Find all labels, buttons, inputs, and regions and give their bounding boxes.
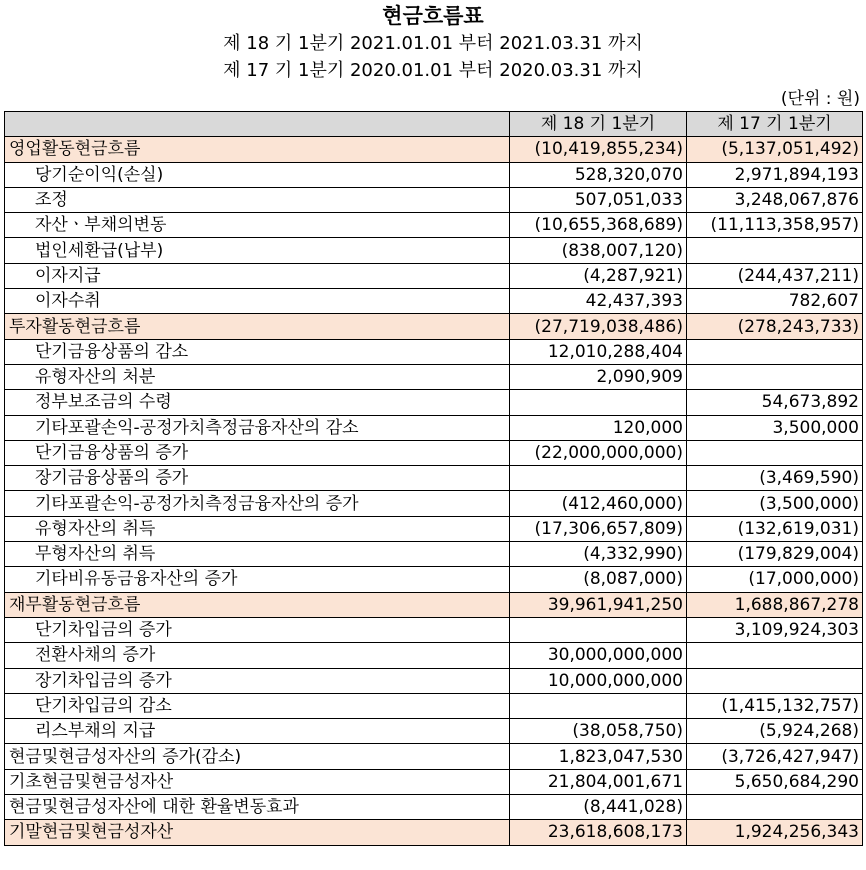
table-header-row <box>5 112 863 137</box>
prior-value: 3,248,067,876 <box>687 187 863 212</box>
statement-title: 현금흐름표 <box>382 4 484 28</box>
current-value: 42,437,393 <box>510 289 687 314</box>
current-value: (22,000,000,000) <box>510 440 687 465</box>
row-label: 단기차입금의 증가 <box>5 617 510 642</box>
current-value: (8,087,000) <box>510 567 687 592</box>
prior-value: (3,469,590) <box>687 466 863 491</box>
row-label: 기말현금및현금성자산 <box>5 820 510 845</box>
current-value: (38,058,750) <box>510 719 687 744</box>
table-row <box>5 339 863 364</box>
prior-value: 782,607 <box>687 289 863 314</box>
prior-value: (17,000,000) <box>687 567 863 592</box>
prior-value: (132,619,031) <box>687 516 863 541</box>
row-label: 전환사채의 증가 <box>5 643 510 668</box>
table-row <box>5 592 863 617</box>
row-label: 단기차입금의 감소 <box>5 693 510 718</box>
row-label: 장기금융상품의 증가 <box>5 466 510 491</box>
prior-value <box>687 795 863 820</box>
current-value: 10,000,000,000 <box>510 668 687 693</box>
table-row <box>5 289 863 314</box>
table-row <box>5 491 863 516</box>
header-current-period: 제 18 기 1분기 <box>510 112 687 137</box>
current-value: (27,719,038,486) <box>510 314 687 339</box>
current-value: 1,823,047,530 <box>510 744 687 769</box>
table-row <box>5 162 863 187</box>
cash-flow-table <box>4 111 863 846</box>
table-row <box>5 617 863 642</box>
unit-label: (단위 : 원) <box>780 89 860 109</box>
prior-value: (278,243,733) <box>687 314 863 339</box>
row-label: 유형자산의 취득 <box>5 516 510 541</box>
current-value: 12,010,288,404 <box>510 339 687 364</box>
prior-value: (1,415,132,757) <box>687 693 863 718</box>
current-value: 30,000,000,000 <box>510 643 687 668</box>
period-prior: 제 17 기 1분기 2020.01.01 부터 2020.03.31 까지 <box>223 60 643 81</box>
current-value: 120,000 <box>510 415 687 440</box>
prior-value: 54,673,892 <box>687 390 863 415</box>
prior-value <box>687 238 863 263</box>
prior-value: (244,437,211) <box>687 263 863 288</box>
prior-value: 3,500,000 <box>687 415 863 440</box>
row-label: 이자수취 <box>5 289 510 314</box>
prior-value: (5,924,268) <box>687 719 863 744</box>
table-row <box>5 643 863 668</box>
row-label: 조정 <box>5 187 510 212</box>
current-value <box>510 466 687 491</box>
current-value: 39,961,941,250 <box>510 592 687 617</box>
prior-value: 3,109,924,303 <box>687 617 863 642</box>
current-value <box>510 390 687 415</box>
table-row <box>5 820 863 845</box>
table-row <box>5 795 863 820</box>
row-label: 영업활동현금흐름 <box>5 137 510 162</box>
row-label: 당기순이익(손실) <box>5 162 510 187</box>
prior-value <box>687 668 863 693</box>
table-row <box>5 390 863 415</box>
current-value: 528,320,070 <box>510 162 687 187</box>
row-label: 자산ㆍ부채의변동 <box>5 213 510 238</box>
table-row <box>5 213 863 238</box>
prior-value <box>687 339 863 364</box>
table-row <box>5 415 863 440</box>
prior-value: (5,137,051,492) <box>687 137 863 162</box>
current-value: (17,306,657,809) <box>510 516 687 541</box>
row-label: 단기금융상품의 증가 <box>5 440 510 465</box>
table-row <box>5 693 863 718</box>
current-value: 23,618,608,173 <box>510 820 687 845</box>
row-label: 기타포괄손익-공정가치측정금융자산의 증가 <box>5 491 510 516</box>
table-row <box>5 516 863 541</box>
prior-value: 5,650,684,290 <box>687 769 863 794</box>
table-row <box>5 440 863 465</box>
row-label: 현금및현금성자산에 대한 환율변동효과 <box>5 795 510 820</box>
row-label: 투자활동현금흐름 <box>5 314 510 339</box>
row-label: 정부보조금의 수령 <box>5 390 510 415</box>
table-row <box>5 744 863 769</box>
table-row <box>5 466 863 491</box>
row-label: 재무활동현금흐름 <box>5 592 510 617</box>
current-value: (838,007,120) <box>510 238 687 263</box>
prior-value: (3,726,427,947) <box>687 744 863 769</box>
current-value: 2,090,909 <box>510 364 687 389</box>
row-label: 리스부채의 지급 <box>5 719 510 744</box>
prior-value <box>687 440 863 465</box>
current-value: (10,419,855,234) <box>510 137 687 162</box>
row-label: 장기차입금의 증가 <box>5 668 510 693</box>
prior-value: 1,688,867,278 <box>687 592 863 617</box>
row-label: 현금및현금성자산의 증가(감소) <box>5 744 510 769</box>
current-value: (10,655,368,689) <box>510 213 687 238</box>
prior-value: (11,113,358,957) <box>687 213 863 238</box>
table-row <box>5 567 863 592</box>
table-row <box>5 238 863 263</box>
prior-value: (179,829,004) <box>687 542 863 567</box>
current-value <box>510 693 687 718</box>
table-row <box>5 668 863 693</box>
current-value: 21,804,001,671 <box>510 769 687 794</box>
row-label: 유형자산의 처분 <box>5 364 510 389</box>
prior-value <box>687 364 863 389</box>
period-current: 제 18 기 1분기 2021.01.01 부터 2021.03.31 까지 <box>223 33 643 54</box>
prior-value: 1,924,256,343 <box>687 820 863 845</box>
table-row <box>5 314 863 339</box>
current-value: (8,441,028) <box>510 795 687 820</box>
table-row <box>5 769 863 794</box>
table-row <box>5 263 863 288</box>
table-row <box>5 719 863 744</box>
current-value: (412,460,000) <box>510 491 687 516</box>
row-label: 단기금융상품의 감소 <box>5 339 510 364</box>
prior-value: (3,500,000) <box>687 491 863 516</box>
header-prior-period: 제 17 기 1분기 <box>687 112 863 137</box>
current-value: (4,332,990) <box>510 542 687 567</box>
table-row <box>5 137 863 162</box>
row-label: 기초현금및현금성자산 <box>5 769 510 794</box>
row-label: 무형자산의 취득 <box>5 542 510 567</box>
current-value: (4,287,921) <box>510 263 687 288</box>
current-value <box>510 617 687 642</box>
header-item <box>5 112 510 137</box>
row-label: 법인세환급(납부) <box>5 238 510 263</box>
row-label: 이자지급 <box>5 263 510 288</box>
table-row <box>5 364 863 389</box>
table-row <box>5 542 863 567</box>
row-label: 기타포괄손익-공정가치측정금융자산의 감소 <box>5 415 510 440</box>
row-label: 기타비유동금융자산의 증가 <box>5 567 510 592</box>
table-row <box>5 187 863 212</box>
prior-value: 2,971,894,193 <box>687 162 863 187</box>
prior-value <box>687 643 863 668</box>
current-value: 507,051,033 <box>510 187 687 212</box>
